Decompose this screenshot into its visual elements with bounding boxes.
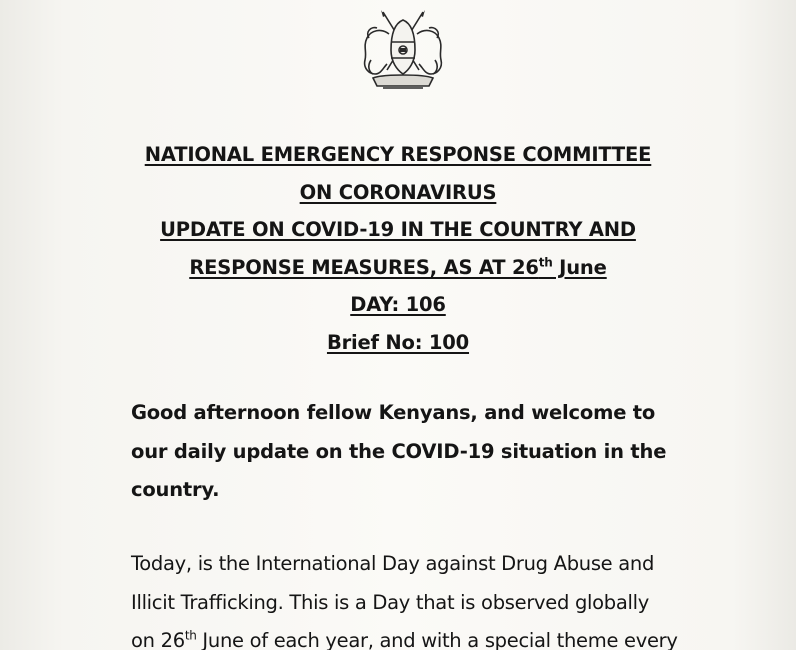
paragraph-line: on 26th June of each year, and with a special theme every xyxy=(131,628,678,650)
paragraph-line: Illicit Trafficking. This is a Day that is observed globally xyxy=(131,590,649,614)
heading-line: UPDATE ON COVID-19 IN THE COUNTRY AND xyxy=(160,218,636,241)
heading-line: RESPONSE MEASURES, AS AT 26th June xyxy=(189,255,607,279)
brief-number: Brief No: 100 xyxy=(326,330,470,354)
coat-of-arms-icon xyxy=(353,8,453,92)
day-label: DAY: 106 xyxy=(350,293,446,316)
body-paragraph xyxy=(131,545,676,650)
paragraph-line: Today, is the International Day against Drug Abuse and xyxy=(131,552,655,575)
document-heading xyxy=(0,136,796,361)
heading-line: ON CORONAVIRUS xyxy=(299,180,497,204)
paragraph-line: Good afternoon fellow Kenyans, and welcome to xyxy=(131,401,656,424)
greeting-paragraph xyxy=(131,394,671,510)
paragraph-line: our daily update on the COVID-19 situation in the xyxy=(131,439,667,463)
paragraph-line: country. xyxy=(131,478,220,501)
heading-line: NATIONAL EMERGENCY RESPONSE COMMITTEE xyxy=(144,143,652,166)
